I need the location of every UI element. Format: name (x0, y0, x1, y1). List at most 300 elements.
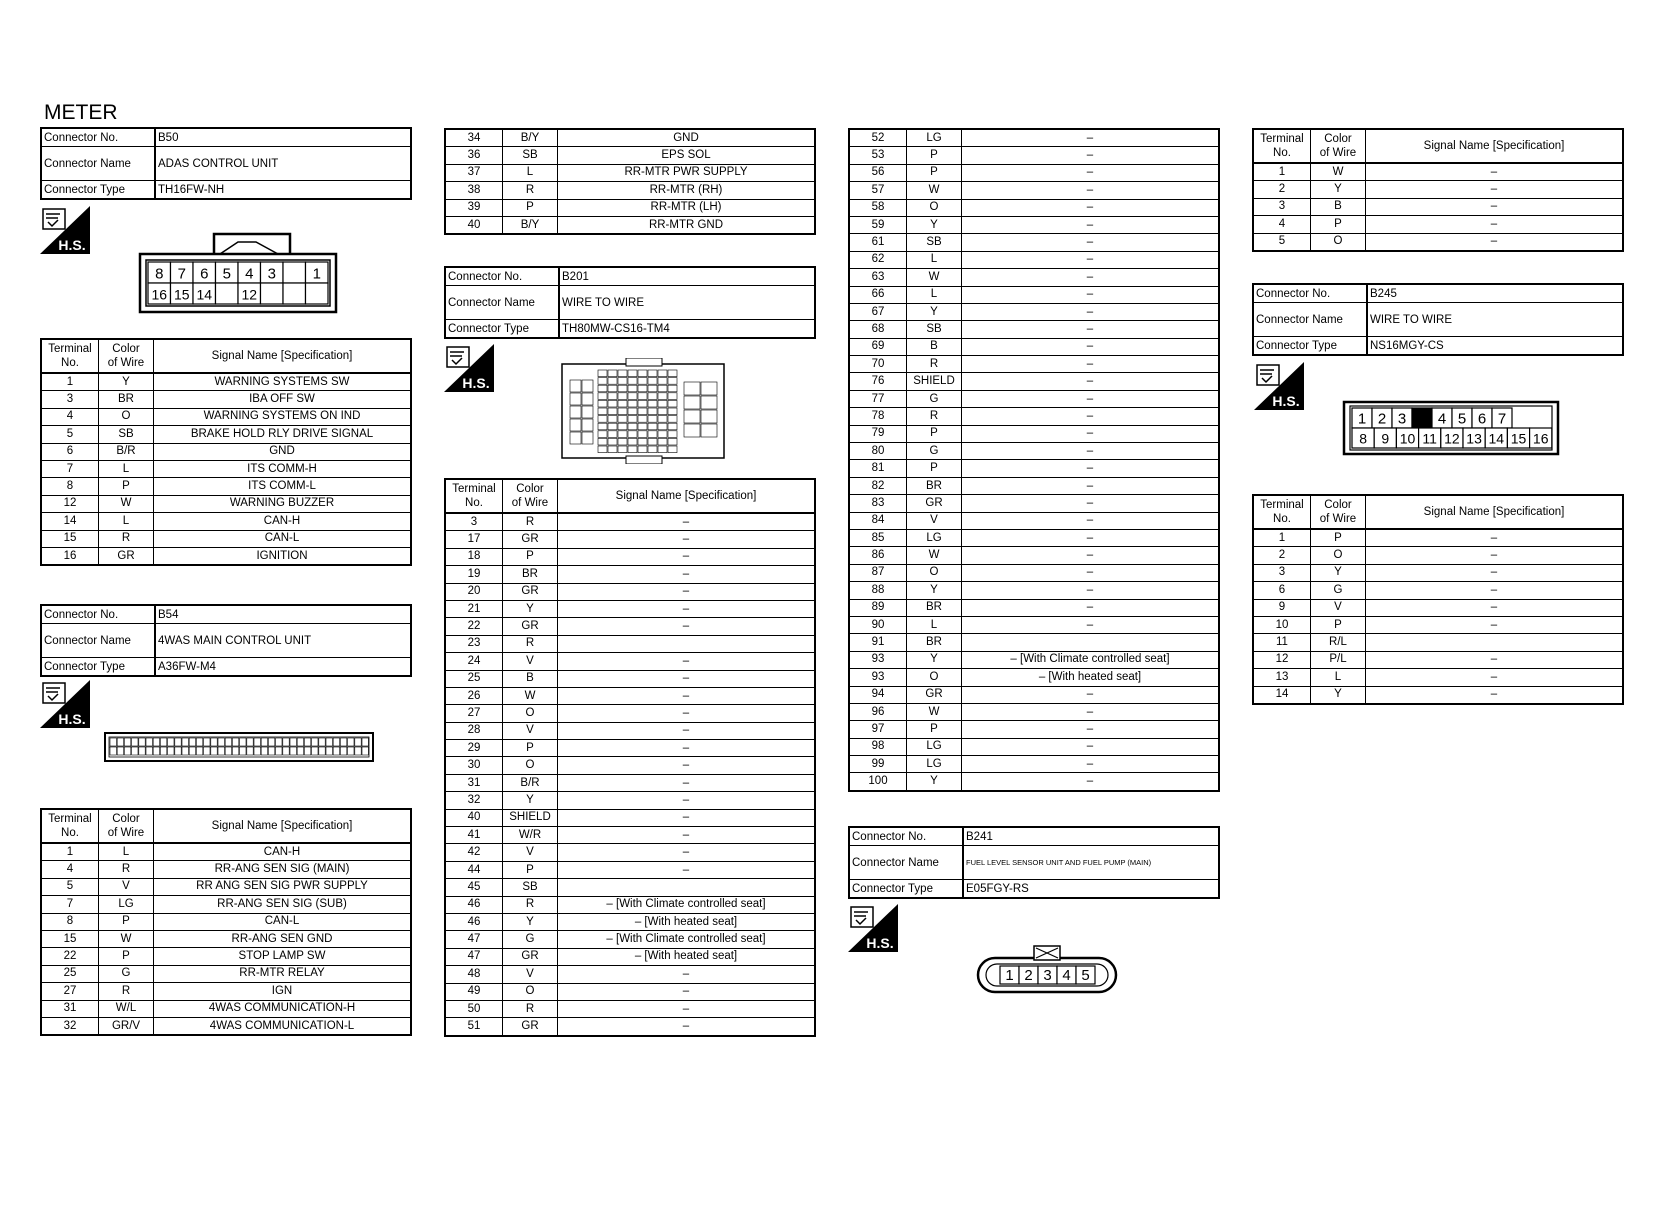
connector-face-b201 (560, 358, 726, 464)
signal-name-cell: BRAKE HOLD RLY DRIVE SIGNAL (154, 426, 412, 443)
wire-color-cell: L (1311, 669, 1366, 686)
terminal-cavity (628, 438, 637, 445)
table-row (445, 913, 815, 930)
signal-name-cell: – (962, 338, 1220, 355)
terminal-cavity (638, 385, 647, 392)
wire-color-cell: O (1311, 547, 1366, 564)
table-row (445, 182, 815, 199)
signal-name-cell (558, 879, 816, 896)
table-row (849, 495, 1219, 512)
terminal-no-cell: 25 (445, 670, 503, 687)
signal-name-cell: – (558, 809, 816, 826)
terminal-number-label: 5 (1081, 967, 1090, 985)
wire-color-cell: B (907, 338, 962, 355)
terminal-no-cell: 12 (1253, 651, 1311, 668)
terminal-cavity (362, 738, 368, 746)
terminal-no-cell: 1 (41, 373, 99, 391)
terminal-cavity (668, 370, 677, 377)
terminal-cavity (668, 393, 677, 400)
terminal-no-cell: 79 (849, 425, 907, 442)
signal-name-cell: – (1366, 547, 1624, 564)
terminal-no-cell: 96 (849, 703, 907, 720)
terminal-no-cell: 97 (849, 721, 907, 738)
column-1-table-b50 (40, 338, 412, 566)
wire-color-cell: Y (1311, 181, 1366, 198)
terminal-cavity (297, 747, 303, 755)
table-row (1253, 547, 1623, 564)
terminal-no-cell: 83 (849, 495, 907, 512)
wire-color-cell: LG (99, 896, 154, 913)
wire-color-cell: P (503, 548, 558, 565)
table-row (849, 390, 1219, 407)
signal-name-cell: – (962, 547, 1220, 564)
terminal-no-cell: 36 (445, 147, 503, 164)
wire-color-cell: LG (907, 756, 962, 773)
column-3-table-b201-cont (848, 128, 1220, 792)
connector-type-value: TH80MW-CS16-TM4 (559, 320, 815, 339)
terminal-cavity (658, 393, 667, 400)
terminal-cavity (684, 410, 700, 423)
terminal-cavity (598, 378, 607, 385)
terminal-cavity (668, 400, 677, 407)
signal-name-cell: – (962, 495, 1220, 512)
terminal-cavity (628, 416, 637, 423)
terminal-cavity (668, 408, 677, 415)
terminal-no-cell: 62 (849, 251, 907, 268)
wire-color-cell: BR (907, 599, 962, 616)
signal-name-cell: – [With Climate controlled seat] (558, 931, 816, 948)
terminal-table-b54 (40, 808, 412, 1036)
terminal-cavity (146, 747, 152, 755)
wire-color-cell: GR (99, 547, 154, 565)
signal-name-cell: – (1366, 163, 1624, 181)
terminal-cavity (110, 738, 116, 746)
connector-type-value: TH16FW-NH (155, 181, 411, 200)
table-row (849, 338, 1219, 355)
signal-name-cell: – (1366, 599, 1624, 616)
hs-label: H.S. (462, 375, 490, 391)
wire-color-cell: V (907, 512, 962, 529)
terminal-cavity (618, 370, 627, 377)
wire-color-cell: P (503, 861, 558, 878)
signal-name-cell: – (962, 582, 1220, 599)
signal-name-cell: RR-ANG SEN SIG (SUB) (154, 896, 412, 913)
terminal-cavity (333, 747, 339, 755)
table-row (41, 913, 411, 930)
signal-name-cell: WARNING SYSTEMS ON IND (154, 408, 412, 425)
terminal-cavity (216, 283, 239, 304)
signal-name-cell: – (1366, 233, 1624, 251)
connector-no-value: B54 (155, 605, 411, 624)
signal-name-cell: – (962, 199, 1220, 216)
terminal-cavity (648, 431, 657, 438)
terminal-number-label: 14 (1488, 430, 1505, 447)
terminal-cavity (254, 738, 260, 746)
signal-name-cell: – (558, 966, 816, 983)
terminal-cavity (312, 738, 318, 746)
wire-color-cell: Y (99, 373, 154, 391)
terminal-cavity (598, 438, 607, 445)
terminal-cavity (658, 408, 667, 415)
terminal-no-cell: 7 (41, 460, 99, 477)
terminal-no-cell: 22 (41, 948, 99, 965)
terminal-number-label: 14 (196, 286, 213, 303)
signal-name-cell: – (962, 564, 1220, 581)
hs-icon (444, 344, 494, 392)
signal-name-cell: – (558, 583, 816, 600)
terminal-no-cell: 34 (445, 129, 503, 147)
terminal-no-cell: 31 (41, 1000, 99, 1017)
header-signal: Signal Name [Specification] (558, 479, 816, 513)
terminal-no-cell: 67 (849, 303, 907, 320)
signal-name-cell: – (1366, 582, 1624, 599)
terminal-cavity (153, 747, 159, 755)
terminal-no-cell: 15 (41, 930, 99, 947)
signal-name-cell: – (962, 512, 1220, 529)
table-row (445, 618, 815, 635)
label-connector-type: Connector Type (849, 880, 963, 899)
terminal-no-cell: 88 (849, 582, 907, 599)
terminal-no-cell: 26 (445, 687, 503, 704)
signal-name-cell: 4WAS COMMUNICATION-L (154, 1017, 412, 1035)
terminal-cavity (261, 747, 267, 755)
terminal-no-cell: 19 (445, 566, 503, 583)
wire-color-cell: B/R (99, 443, 154, 460)
terminal-cavity (304, 747, 310, 755)
connector-no-value: B241 (963, 827, 1219, 846)
terminal-cavity (348, 747, 354, 755)
terminal-cavity (638, 416, 647, 423)
terminal-cavity (247, 747, 253, 755)
terminal-cavity (182, 738, 188, 746)
signal-name-cell: – (558, 722, 816, 739)
terminal-cavity (146, 738, 152, 746)
terminal-no-cell: 81 (849, 460, 907, 477)
wire-color-cell: G (503, 931, 558, 948)
terminal-no-cell: 9 (1253, 599, 1311, 616)
signal-name-cell: CAN-L (154, 530, 412, 547)
terminal-cavity (218, 738, 224, 746)
terminal-cavity (608, 438, 617, 445)
label-connector-no: Connector No. (41, 605, 155, 624)
table-row (1253, 582, 1623, 599)
terminal-cavity (240, 738, 246, 746)
terminal-cavity (628, 408, 637, 415)
terminal-no-cell: 31 (445, 774, 503, 791)
terminal-cavity (648, 438, 657, 445)
terminal-no-cell: 1 (41, 843, 99, 861)
terminal-cavity (196, 738, 202, 746)
terminal-cavity (638, 378, 647, 385)
terminal-cavity (618, 378, 627, 385)
terminal-no-cell: 40 (445, 809, 503, 826)
wire-color-cell: GR (503, 531, 558, 548)
wire-color-cell: V (503, 722, 558, 739)
terminal-number-label: 7 (177, 265, 186, 283)
terminal-cavity (701, 410, 717, 423)
table-row (849, 547, 1219, 564)
table-row (445, 164, 815, 181)
label-connector-no: Connector No. (1253, 284, 1367, 303)
table-row (445, 600, 815, 617)
connector-no-value: B245 (1367, 284, 1623, 303)
wire-color-cell: W/R (503, 827, 558, 844)
table-row (41, 513, 411, 530)
signal-name-cell: – (962, 616, 1220, 633)
wire-color-cell: R (907, 408, 962, 425)
terminal-cavity (261, 283, 284, 304)
wire-color-cell: O (907, 199, 962, 216)
wire-color-cell: W (1311, 163, 1366, 181)
terminal-cavity (668, 385, 677, 392)
terminal-cavity (225, 738, 231, 746)
wire-color-cell: BR (503, 566, 558, 583)
terminal-number-label: 10 (1399, 430, 1416, 447)
wire-color-cell: Y (907, 773, 962, 791)
signal-name-cell: – (962, 703, 1220, 720)
label-connector-type: Connector Type (41, 658, 155, 677)
terminal-no-cell: 94 (849, 686, 907, 703)
terminal-no-cell: 4 (41, 408, 99, 425)
connector-no-value: B201 (559, 267, 815, 286)
terminal-cavity (283, 283, 306, 304)
signal-name-cell: WARNING SYSTEMS SW (154, 373, 412, 391)
wire-color-cell: O (99, 408, 154, 425)
wire-color-cell: G (907, 443, 962, 460)
signal-name-cell: IGNITION (154, 547, 412, 565)
signal-name-cell: – (962, 234, 1220, 251)
signal-name-cell: – (962, 251, 1220, 268)
wire-color-cell: Y (1311, 686, 1366, 704)
label-connector-name: Connector Name (1253, 303, 1367, 337)
label-connector-name: Connector Name (445, 286, 559, 320)
wire-color-cell: O (1311, 233, 1366, 251)
signal-name-cell: – (962, 303, 1220, 320)
signal-name-cell: – (558, 844, 816, 861)
terminal-cavity (628, 446, 637, 453)
terminal-no-cell: 44 (445, 861, 503, 878)
table-row (849, 199, 1219, 216)
terminal-no-cell: 29 (445, 740, 503, 757)
signal-name-cell: RR-MTR (LH) (558, 199, 816, 216)
header-terminal: Terminal No. (41, 339, 99, 373)
terminal-cavity (290, 738, 296, 746)
terminal-cavity (658, 400, 667, 407)
table-row (445, 129, 815, 147)
terminal-cavity (638, 370, 647, 377)
terminal-cavity (312, 747, 318, 755)
terminal-no-cell: 90 (849, 616, 907, 633)
terminal-cavity (304, 738, 310, 746)
terminal-cavity (268, 747, 274, 755)
connector-info-b54 (40, 604, 412, 677)
table-row (445, 1018, 815, 1036)
terminal-cavity (638, 446, 647, 453)
header-signal: Signal Name [Specification] (154, 809, 412, 843)
signal-name-cell: – (962, 373, 1220, 390)
table-row (849, 425, 1219, 442)
terminal-cavity (582, 393, 593, 405)
connector-info-b201 (444, 266, 816, 339)
signal-name-cell: RR-ANG SEN GND (154, 930, 412, 947)
terminal-cavity (701, 382, 717, 395)
terminal-no-cell: 82 (849, 477, 907, 494)
wire-color-cell: P (503, 740, 558, 757)
terminal-no-cell: 91 (849, 634, 907, 651)
terminal-no-cell: 4 (1253, 216, 1311, 233)
signal-name-cell: – (558, 792, 816, 809)
terminal-cavity (628, 385, 637, 392)
table-row (849, 512, 1219, 529)
terminal-number-label: 8 (155, 265, 164, 283)
terminal-no-cell: 18 (445, 548, 503, 565)
terminal-no-cell: 14 (1253, 686, 1311, 704)
table-row (445, 740, 815, 757)
connector-name-value: FUEL LEVEL SENSOR UNIT AND FUEL PUMP (MAIN) (963, 846, 1219, 880)
terminal-cavity (668, 438, 677, 445)
table-row (849, 756, 1219, 773)
terminal-no-cell: 37 (445, 164, 503, 181)
terminal-no-cell: 99 (849, 756, 907, 773)
wire-color-cell: W (503, 687, 558, 704)
connector-info-b50 (40, 127, 412, 200)
terminal-no-cell: 100 (849, 773, 907, 791)
table-row (41, 983, 411, 1000)
wire-color-cell: O (503, 983, 558, 1000)
terminal-cavity (684, 382, 700, 395)
terminal-cavity (153, 738, 159, 746)
wire-color-cell: V (1311, 599, 1366, 616)
terminal-number-label: 11 (1422, 430, 1437, 447)
wire-color-cell: O (503, 757, 558, 774)
terminal-cavity (160, 747, 166, 755)
terminal-cavity (204, 738, 210, 746)
terminal-cavity (648, 446, 657, 453)
table-row (445, 722, 815, 739)
terminal-cavity (618, 400, 627, 407)
terminal-cavity (658, 423, 667, 430)
signal-name-cell: – (558, 600, 816, 617)
signal-name-cell: – (962, 321, 1220, 338)
table-row (445, 513, 815, 531)
terminal-cavity (648, 385, 657, 392)
table-row (849, 129, 1219, 147)
signal-name-cell: – (1366, 564, 1624, 581)
wire-color-cell: V (503, 844, 558, 861)
terminal-cavity (225, 747, 231, 755)
table-row (445, 879, 815, 896)
column-1-table-b54 (40, 808, 412, 1036)
table-row (849, 460, 1219, 477)
signal-name-cell: RR-MTR GND (558, 216, 816, 234)
table-row (445, 687, 815, 704)
signal-name-cell: – (962, 216, 1220, 233)
wire-color-cell: GR (907, 495, 962, 512)
terminal-no-cell: 10 (1253, 616, 1311, 633)
terminal-number-label: 1 (1357, 410, 1367, 428)
terminal-cavity (638, 393, 647, 400)
terminal-no-cell: 14 (41, 513, 99, 530)
terminal-cavity (348, 738, 354, 746)
wire-color-cell: B (503, 670, 558, 687)
wire-color-cell: W (907, 703, 962, 720)
table-row (41, 426, 411, 443)
signal-name-cell: – (962, 147, 1220, 164)
table-row (849, 286, 1219, 303)
wire-color-cell: R (503, 1000, 558, 1017)
terminal-no-cell: 6 (1253, 582, 1311, 599)
signal-name-cell: RR-MTR (RH) (558, 182, 816, 199)
label-connector-type: Connector Type (445, 320, 559, 339)
wire-color-cell: P (907, 147, 962, 164)
terminal-number-label: 6 (1477, 410, 1487, 428)
wire-color-cell: Y (503, 913, 558, 930)
wire-color-cell: L (503, 164, 558, 181)
terminal-cavity (132, 738, 138, 746)
terminal-cavity (648, 423, 657, 430)
terminal-no-cell: 77 (849, 390, 907, 407)
wire-color-cell: W (907, 269, 962, 286)
connector-type-value: E05FGY-RS (963, 880, 1219, 899)
terminal-cavity (628, 423, 637, 430)
terminal-cavity (232, 747, 238, 755)
table-row (849, 182, 1219, 199)
terminal-no-cell: 93 (849, 669, 907, 686)
wire-color-cell: P (907, 164, 962, 181)
terminal-no-cell: 47 (445, 948, 503, 965)
terminal-number-label: 12 (1444, 430, 1460, 447)
table-row (445, 583, 815, 600)
terminal-no-cell: 86 (849, 547, 907, 564)
terminal-no-cell: 48 (445, 966, 503, 983)
terminal-cavity (326, 747, 332, 755)
table-row (849, 147, 1219, 164)
terminal-no-cell: 42 (445, 844, 503, 861)
terminal-cavity (608, 431, 617, 438)
terminal-no-cell: 66 (849, 286, 907, 303)
terminal-cavity (276, 738, 282, 746)
column-1-b54-info (40, 604, 412, 677)
terminal-cavity (608, 400, 617, 407)
terminal-cavity (326, 738, 332, 746)
label-connector-name: Connector Name (41, 147, 155, 181)
terminal-no-cell: 3 (1253, 564, 1311, 581)
wire-color-cell: P (1311, 616, 1366, 633)
terminal-cavity (608, 393, 617, 400)
terminal-number-label: 15 (1510, 430, 1527, 447)
terminal-cavity (570, 393, 581, 405)
terminal-no-cell: 20 (445, 583, 503, 600)
column-4-table-b245 (1252, 494, 1624, 705)
wire-color-cell: P/L (1311, 651, 1366, 668)
connector-type-value: NS16MGY-CS (1367, 337, 1623, 356)
column-3-b241-info (848, 826, 1220, 899)
table-row (41, 1017, 411, 1035)
wire-color-cell: SB (907, 321, 962, 338)
table-row (445, 809, 815, 826)
connector-name-value: WIRE TO WIRE (559, 286, 815, 320)
header-color: Color of Wire (503, 479, 558, 513)
terminal-no-cell: 84 (849, 512, 907, 529)
table-row (445, 635, 815, 652)
terminal-cavity (684, 424, 700, 437)
terminal-cavity (362, 747, 368, 755)
wire-color-cell: L (99, 513, 154, 530)
wire-color-cell: P (1311, 529, 1366, 547)
table-row (849, 164, 1219, 181)
table-row (1253, 616, 1623, 633)
table-row (41, 530, 411, 547)
